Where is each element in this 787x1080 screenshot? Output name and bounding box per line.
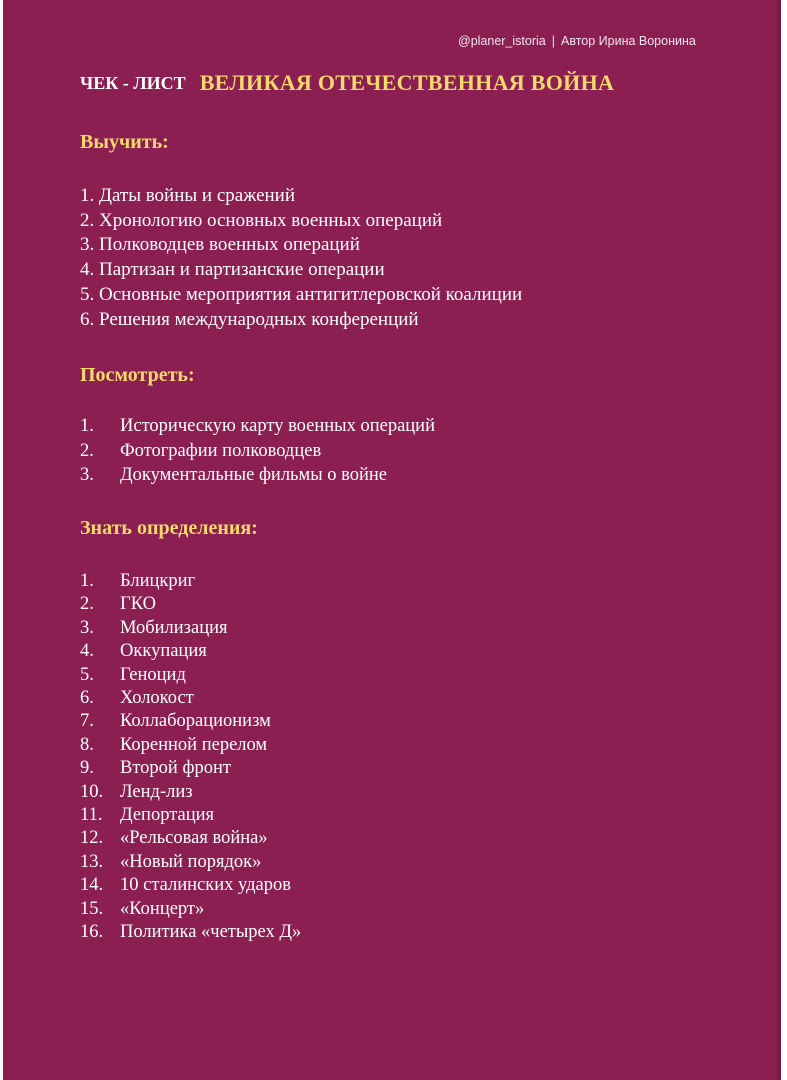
list-item-number: 1. <box>80 571 94 591</box>
list-item-number: 8. <box>80 734 94 755</box>
header-separator: | <box>551 34 555 48</box>
list-item-text: Ленд-лиз <box>120 781 193 802</box>
list-item-text: «Рельсовая война» <box>120 828 268 849</box>
definition-item <box>80 640 301 663</box>
page-title <box>80 70 614 96</box>
checklist-page <box>3 0 781 1080</box>
definition-item <box>80 781 301 804</box>
list-item-number: 6. <box>80 688 94 709</box>
list-item-number: 12. <box>80 828 104 849</box>
definition-item <box>80 874 301 897</box>
list-item-text: «Концерт» <box>120 898 205 919</box>
list-item-text: Оккупация <box>120 641 207 662</box>
definitions-list <box>80 570 301 945</box>
list-item-number: 11. <box>80 805 103 826</box>
definition-item <box>80 664 301 687</box>
list-item-text: 10 сталинских ударов <box>120 875 291 896</box>
definition-item <box>80 921 301 944</box>
watch-item <box>80 414 435 439</box>
list-item-text: Документальные фильмы о войне <box>120 465 388 485</box>
list-item-text: «Новый порядок» <box>120 851 262 872</box>
definition-item <box>80 804 301 827</box>
list-item-text: Второй фронт <box>120 758 231 779</box>
list-item-number: 13. <box>80 851 104 872</box>
list-item-text: Холокост <box>120 688 194 709</box>
list-item-text: Депортация <box>120 805 215 826</box>
list-item-number: 9. <box>80 758 94 779</box>
watch-item <box>80 463 435 488</box>
learn-list <box>80 184 522 332</box>
list-item-number: 16. <box>80 922 104 943</box>
list-item-number: 15. <box>80 898 104 919</box>
list-item-text: Блицкриг <box>120 571 196 591</box>
definition-item <box>80 734 301 757</box>
learn-item: 1. Даты войны и сражений <box>80 185 296 206</box>
author-handle: @planer_istoria <box>458 34 546 48</box>
list-item-text: Политика «четырех Д» <box>120 922 302 943</box>
definition-item <box>80 710 301 733</box>
definition-item <box>80 757 301 780</box>
learn-item: 4. Партизан и партизанские операции <box>80 259 385 281</box>
page-edge-shadow <box>775 0 781 1080</box>
section-heading-definitions: Знать определения: <box>80 517 258 539</box>
list-item-text: Коллаборационизм <box>120 711 271 732</box>
list-item-number: 3. <box>80 617 94 638</box>
list-item-text: Мобилизация <box>120 617 228 638</box>
definition-item <box>80 593 301 616</box>
list-item-number: 5. <box>80 664 94 685</box>
list-item-text: Историческую карту военных операций <box>120 416 435 436</box>
list-item-text: Фотографии полководцев <box>120 440 322 461</box>
list-item-number: 1. <box>80 416 94 436</box>
list-item-number: 10. <box>80 781 104 802</box>
list-item-number: 2. <box>80 440 94 461</box>
definition-item <box>80 898 301 921</box>
page-header <box>458 34 696 48</box>
definition-item <box>80 827 301 850</box>
list-item-number: 14. <box>80 875 104 896</box>
definition-item <box>80 851 301 874</box>
definition-item <box>80 687 301 710</box>
learn-item: 6. Решения международных конференций <box>80 308 419 330</box>
definition-item <box>80 570 301 593</box>
section-heading-learn: Выучить: <box>80 131 169 153</box>
title-prefix: ЧЕК - ЛИСТ <box>80 72 186 93</box>
list-item-number: 3. <box>80 465 94 485</box>
list-item-text: Коренной перелом <box>120 734 268 755</box>
list-item-text: Геноцид <box>120 664 186 685</box>
watch-item <box>80 439 435 464</box>
list-item-number: 2. <box>80 594 94 615</box>
list-item-text: ГКО <box>120 594 156 615</box>
watch-list <box>80 414 435 488</box>
title-main: ВЕЛИКАЯ ОТЕЧЕСТВЕННАЯ ВОЙНА <box>199 70 615 95</box>
author-name: Автор Ирина Воронина <box>560 34 696 48</box>
learn-item: 2. Хронологию основных военных операций <box>80 209 443 231</box>
learn-item: 5. Основные мероприятия антигитлеровской коалиции <box>80 283 523 305</box>
list-item-number: 4. <box>80 641 94 662</box>
learn-item: 3. Полководцев военных операций <box>80 234 360 256</box>
list-item-number: 7. <box>80 711 94 732</box>
definition-item <box>80 617 301 640</box>
section-heading-watch: Посмотреть: <box>80 364 195 386</box>
